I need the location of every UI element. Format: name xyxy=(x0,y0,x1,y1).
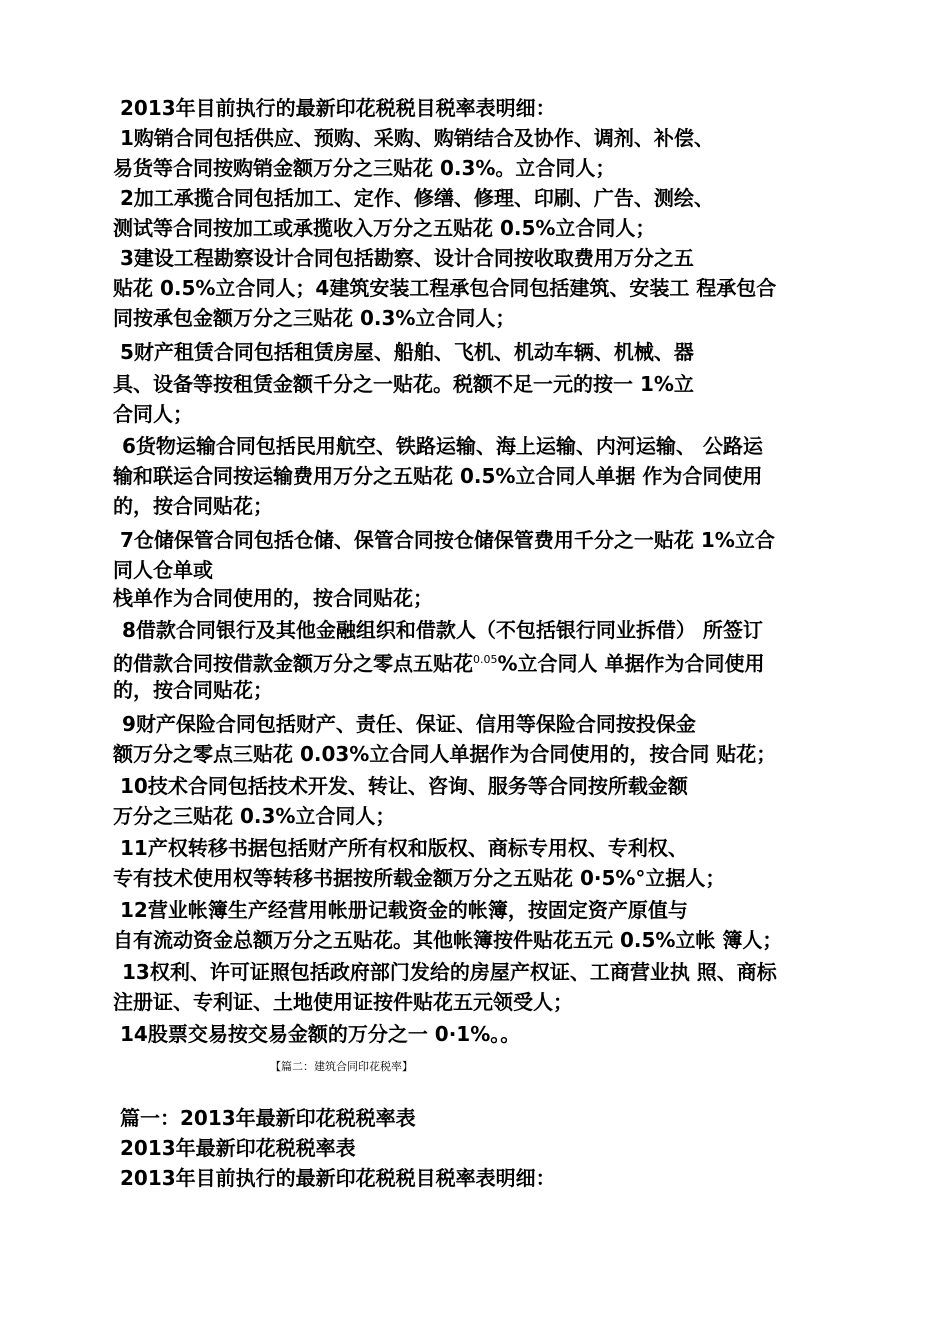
text-line-11: 合同人； xyxy=(113,402,193,426)
heading-line-3: 2013年目前执行的最新印花税税目税率表明细： xyxy=(120,1166,556,1190)
heading-line-2: 2013年最新印花税税率表 xyxy=(120,1136,356,1160)
text-line-3: 易货等合同按购销金额万分之三贴花 0.3%。立合同人； xyxy=(113,156,616,180)
superscript-rate: 0.05 xyxy=(473,653,498,666)
section-caption: 【篇二：建筑合同印花税率】 xyxy=(270,1060,413,1073)
text-line-28: 自有流动资金总额万分之五贴花。其他帐簿按件贴花五元 0.5%立帐 簿人； xyxy=(113,928,783,952)
text-line-31: 14股票交易按交易金额的万分之一 0·1%。。 xyxy=(120,1022,521,1046)
heading-line-1: 篇一：2013年最新印花税税率表 xyxy=(120,1106,416,1130)
text-line-19-part-b: %立合同人 单据作为合同使用 xyxy=(497,651,765,676)
text-line-24: 万分之三贴花 0.3%立合同人； xyxy=(113,804,396,828)
text-line-27: 12营业帐簿生产经营用帐册记载资金的帐簿，按固定资产原值与 xyxy=(120,898,688,922)
text-line-29: 13权利、许可证照包括政府部门发给的房屋产权证、工商营业执 照、商标 xyxy=(122,960,777,984)
text-line-10: 具、设备等按租赁金额千分之一贴花。税额不足一元的按一 1%立 xyxy=(113,372,694,396)
text-line-20: 的，按合同贴花； xyxy=(113,678,273,702)
text-line-1: 2013年目前执行的最新印花税税目税率表明细： xyxy=(120,96,556,120)
text-line-19-part-a: 的借款合同按借款金额万分之零点五贴花 xyxy=(113,651,473,676)
text-line-14: 的，按合同贴花； xyxy=(113,494,273,518)
text-line-7: 贴花 0.5%立合同人；4建筑安装工程承包合同包括建筑、安装工 程承包合 xyxy=(113,276,777,300)
text-line-26: 专有技术使用权等转移书据按所载金额万分之五贴花 0·5%°立据人； xyxy=(113,866,726,890)
text-line-16: 同人仓单或 xyxy=(113,558,213,582)
text-line-9: 5财产租赁合同包括租赁房屋、船舶、飞机、机动车辆、机械、器 xyxy=(120,340,694,364)
text-line-22: 额万分之零点三贴花 0.03%立合同人单据作为合同使用的，按合同 贴花； xyxy=(113,742,777,766)
text-line-2: 1购销合同包括供应、预购、采购、购销结合及协作、调剂、补偿、 xyxy=(120,126,714,150)
text-line-13: 输和联运合同按运输费用万分之五贴花 0.5%立合同人单据 作为合同使用 xyxy=(113,464,763,488)
text-line-8: 同按承包金额万分之三贴花 0.3%立合同人； xyxy=(113,306,516,330)
text-line-18: 8借款合同银行及其他金融组织和借款人（不包括银行同业拆借） 所签订 xyxy=(122,618,763,642)
text-line-6: 3建设工程勘察设计合同包括勘察、设计合同按收取费用万分之五 xyxy=(120,246,694,270)
text-line-30: 注册证、专利证、土地使用证按件贴花五元领受人； xyxy=(113,990,573,1014)
text-line-23: 10技术合同包括技术开发、转让、咨询、服务等合同按所载金额 xyxy=(120,774,688,798)
text-line-15: 7仓储保管合同包括仓储、保管合同按仓储保管费用千分之一贴花 1%立合 xyxy=(120,528,775,552)
text-line-17: 栈单作为合同使用的，按合同贴花； xyxy=(113,586,433,610)
text-line-25: 11产权转移书据包括财产所有权和版权、商标专用权、专利权、 xyxy=(120,836,688,860)
text-line-12: 6货物运输合同包括民用航空、铁路运输、海上运输、内河运输、 公路运 xyxy=(122,434,763,458)
text-line-5: 测试等合同按加工或承揽收入万分之五贴花 0.5%立合同人； xyxy=(113,216,656,240)
text-line-21: 9财产保险合同包括财产、责任、保证、信用等保险合同按投保金 xyxy=(122,712,696,736)
text-line-4: 2加工承揽合同包括加工、定作、修缮、修理、印刷、广告、测绘、 xyxy=(120,186,714,210)
text-line-19 xyxy=(113,646,765,678)
